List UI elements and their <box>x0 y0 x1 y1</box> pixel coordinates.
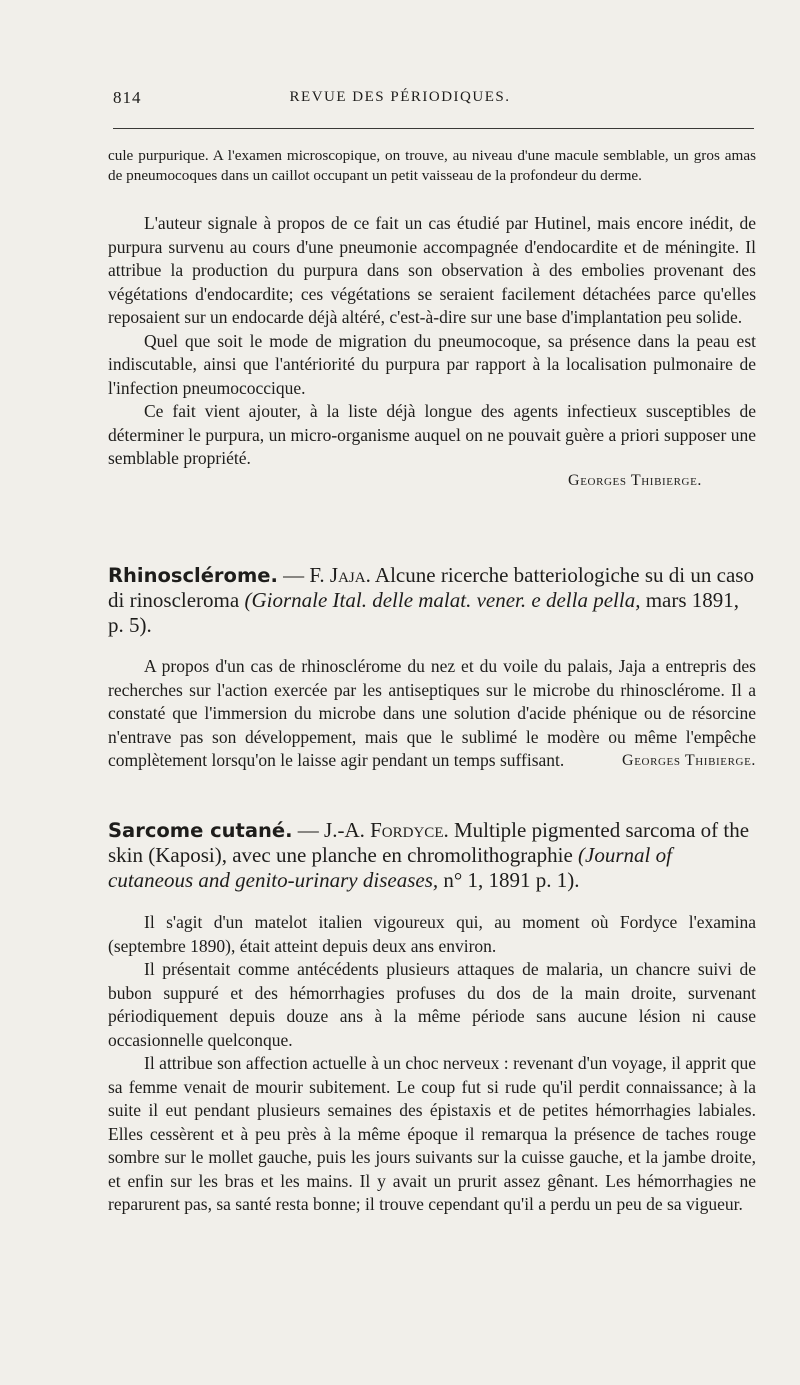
paragraph: Ce fait vient ajouter, à la liste déjà longue des agents infectieux susceptibles de déterminer le purpura, un micro-organisme auquel on ne pouvait guère a priori supposer une semblable propriété. <box>108 401 756 468</box>
entry-dash: — <box>277 563 310 587</box>
entry-author: J.-A. Fordyce. <box>324 818 449 842</box>
entry-author: F. Jaja. <box>309 563 371 587</box>
paragraph: Il présentait comme antécédents plusieurs attaques de malaria, un chancre suivi de bubon suppuré et des hémorrhagies profuses du dos de la main droite, survenant périodiquement depuis douze ans à la même période sans aucune lésion ni cause occasionnelle quelconque. <box>108 959 756 1050</box>
entry-journal: (Giornale Ital. delle malat. vener. e della pella, <box>244 588 641 612</box>
entry-title: Rhinosclérome. <box>108 564 278 587</box>
entry-reference: n° 1, 1891 p. 1). <box>438 868 580 892</box>
entry-dash: — <box>292 818 325 842</box>
paragraph: Quel que soit le mode de migration du pneumocoque, sa présence dans la peau est indiscutable, ainsi que l'antériorité du purpura par rapport à la localisation pulmonaire de l'infection pneumococcique. <box>108 330 756 398</box>
article-body <box>108 212 756 490</box>
paragraph: Il attribue son affection actuelle à un choc nerveux : revenant d'un voyage, il apprit que sa femme venait de mourir subitement. Le coup fut si rude qu'il perdit connaissance; à la suite il eut pendant plusieurs semaines des épistaxis et de petites hémorrhagies labiales. Elles cessèrent et à peu près à la même époque il remarqua la présence de taches rouge sombre sur le mollet gauche, puis les jours suivants sur la cuisse gauche, et la jambe droite, et enfin sur les bras et les mains. Il y avait un prurit assez gênant. Les hémorrhagies ne reparurent pas, sa santé resta bonne; il trouve cependant qu'il a perdu un peu de sa vigueur. <box>108 1053 756 1214</box>
continuation-paragraph: cule purpurique. A l'examen microscopique, on trouve, au niveau d'une macule semblable, un gros amas de pneumocoques dans un caillot occupant un petit vaisseau de la profondeur du derme. <box>108 147 756 184</box>
entry-title: Sarcome cutané. <box>108 819 293 842</box>
paragraph-text: A propos d'un cas de rhinosclérome du nez et du voile du palais, Jaja a entrepris des recherches sur l'action exercée par les antiseptiques sur le microbe du rhinosclérome. Il a constaté que l'immersion du microbe dans une solution d'acide phénique ou de résorcine n'entrave pas son développement, mais que le sublimé le modère ou même l'empêche complètement lorsqu'on le laisse agir pendant un temps suffisant. <box>108 656 756 770</box>
running-title: REVUE DES PÉRIODIQUES. <box>289 89 511 105</box>
page-number: 814 <box>113 88 142 107</box>
entry-article-title: Multiple pigmented sarcoma of the skin (Kaposi), avec une planche en chromolithographie <box>108 818 750 867</box>
entry-article-title: Alcune ricerche batteriologiche su di un caso di rinoscleroma <box>108 563 754 612</box>
signature: Georges Thibierge. <box>568 471 702 489</box>
signature: Georges Thibierge. <box>622 752 756 769</box>
entry-heading <box>108 563 756 638</box>
header-rule <box>113 128 754 129</box>
paragraph: L'auteur signale à propos de ce fait un cas étudié par Hutinel, mais encore inédit, de purpura survenu au cours d'une pneumonie accompagnée d'endocardite et de méningite. Il attribue la production du purpura dans son observation à des embolies provenant des végétations d'endocardite; ces végétations se seraient facilement détachées parce qu'elles reposaient sur un endocarde déjà altéré, c'est-à-dire sur une base d'implantation peu solide. <box>108 213 756 327</box>
entry-journal: (Journal of cutaneous and genito-urinary diseases, <box>108 843 672 892</box>
entry-heading <box>108 818 756 893</box>
article-body <box>108 911 756 1217</box>
article-body <box>108 655 756 773</box>
running-head <box>0 88 800 114</box>
paragraph: Il s'agit d'un matelot italien vigoureux qui, au moment où Fordyce l'examina (septembre 1890), était atteint depuis deux ans environ. <box>108 912 756 956</box>
paragraph <box>108 655 756 773</box>
entry-reference: mars 1891, p. 5). <box>108 588 740 637</box>
